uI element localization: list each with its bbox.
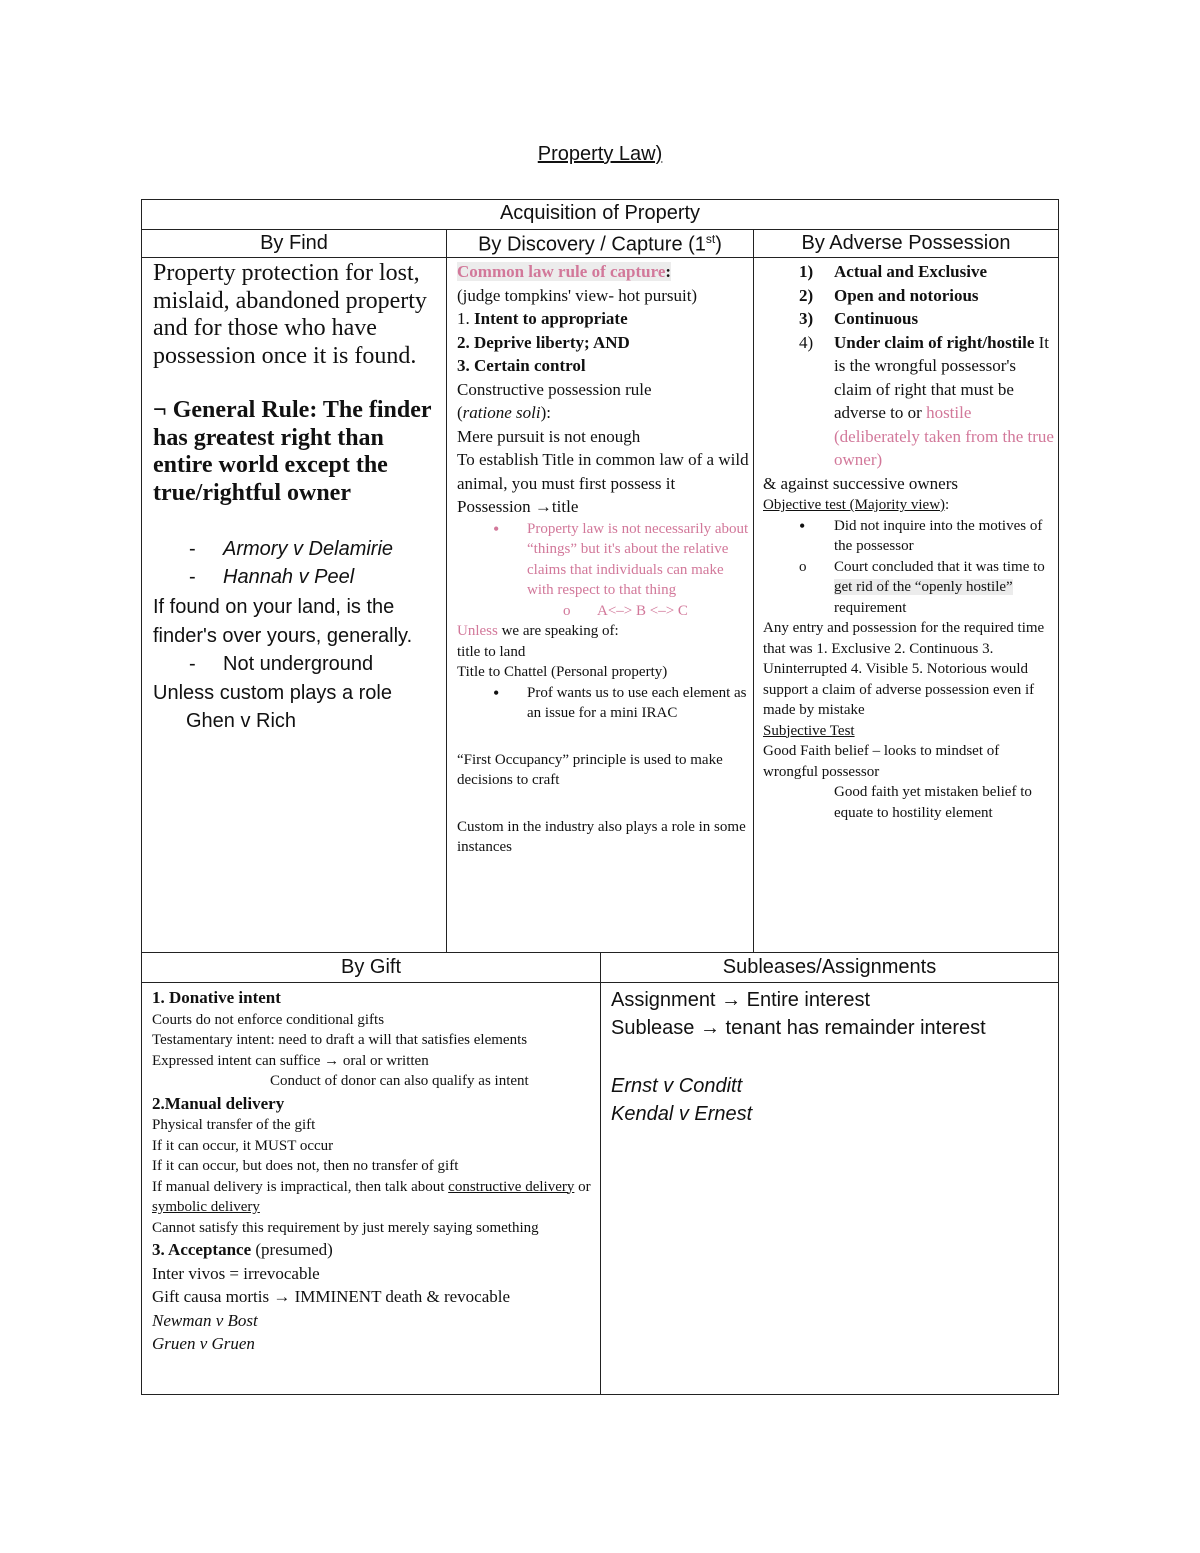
case-item: - Armory v Delamirie (189, 538, 394, 560)
gift-case: Newman v Bost (152, 1310, 258, 1330)
case-name: Armory v Delamirie (223, 538, 394, 560)
sublease-cell (611, 986, 1055, 1128)
arrow-right-icon: → (721, 989, 742, 1011)
mistaken-belief: Good faith yet mistaken belief to equate to hostility element (834, 784, 1032, 821)
ratione-soli: (ratione soli): (457, 403, 551, 422)
column-divider (446, 229, 447, 952)
title-to-land: title to land (457, 643, 526, 660)
bullet-icon: • (799, 515, 806, 536)
sublease-line: Sublease → tenant has remainder interest (611, 1017, 986, 1039)
bullet-icon: • (493, 518, 500, 539)
title-to-chattel: Title to Chattel (Personal property) (457, 664, 668, 680)
sublease-case: Ernst v Conditt (611, 1075, 743, 1097)
column-header-discovery (447, 232, 753, 257)
capture-element: 2. Deprive liberty; AND (457, 332, 630, 352)
discovery-header-sup: st (705, 232, 716, 246)
gift-case: Gruen v Gruen (152, 1334, 255, 1353)
gift-line: Inter vivos = irrevocable (152, 1263, 320, 1283)
capture-rule-title: Common law rule of capture (457, 262, 666, 281)
sublease-case: Kendal v Ernest (611, 1103, 753, 1125)
column-header-find: By Find (260, 232, 328, 254)
gift-heading: 2.Manual delivery (152, 1093, 285, 1113)
table-rule (142, 257, 1058, 258)
find-custom: Unless custom plays a role (153, 681, 392, 704)
adverse-element-hostile: 4) Under claim of right/hostile It is the wrongful possessor's claim of right that must be adverse to or hostile (deliberately taken from the true owner) (799, 332, 1054, 469)
gift-heading: 3. Acceptance (presumed) (152, 1240, 333, 1259)
capture-element: 3. Certain control (457, 356, 586, 375)
adverse-element: 1) Actual and Exclusive (799, 262, 988, 281)
case-item: - Hannah v Peel (189, 566, 355, 588)
find-general-rule (153, 397, 443, 507)
rule-text: General Rule: The finder has greatest right than entire world except the true/rightful owner (153, 397, 432, 506)
mere-pursuit: Mere pursuit is not enough (457, 426, 641, 446)
unless-line: Unless we are speaking of: (457, 623, 619, 639)
gift-line: If manual delivery is impractical, then talk about constructive delivery or symbolic delivery (152, 1178, 591, 1215)
find-cases (153, 535, 443, 591)
first-occupancy: “First Occupancy” principle is used to make decisions to craft (457, 751, 723, 788)
relative-chain: o A<–> B <–> C (563, 602, 688, 619)
column-header-adverse: By Adverse Possession (801, 232, 1011, 254)
good-faith: Good Faith belief – looks to mindset of wrongful possessor (763, 743, 1000, 780)
gift-line: Physical transfer of the gift (152, 1117, 316, 1133)
capture-rule: Common law rule of capture: (457, 262, 672, 281)
objective-bullet: • Did not inquire into the motives of the possessor (799, 515, 1043, 554)
successive-owners: & against successive owners (763, 473, 958, 493)
gift-heading: 1. Donative intent (152, 988, 281, 1007)
possession-title: Possession →title (457, 497, 579, 516)
table-heading: Acquisition of Property (499, 202, 701, 224)
gift-line: Courts do not enforce conditional gifts (152, 1011, 385, 1028)
entry-possession: Any entry and possession for the required time that was 1. Exclusive 2. Continuous 3. Uninterrupted 4. Visible 5. Notorious would support a claim of adverse possession even if made by mistake (763, 620, 1045, 718)
find-land-note: If found on your land, is the finder's over yours, generally. (153, 596, 413, 647)
find-intro: Property protection for lost, mislaid, abandoned property and for those who have possession once it is found. (153, 260, 427, 369)
column-header-sublease: Subleases/Assignments (722, 956, 937, 978)
title-rule: To establish Title in common law of a wild animal, you must first possess it (457, 450, 749, 493)
industry-custom: Custom in the industry also plays a role in some instances (457, 818, 746, 855)
discovery-header-close: ) (715, 233, 722, 256)
adverse-cell (763, 260, 1055, 823)
objective-bullet: o Court concluded that it was time to get rid of the “openly hostile” requirement (799, 558, 1045, 616)
column-divider (600, 952, 601, 1395)
gift-line: If it can occur, but does not, then no transfer of gift (152, 1158, 459, 1174)
column-divider (753, 229, 754, 952)
capture-view: (judge tompkins' view- hot pursuit) (457, 285, 698, 305)
objective-test: Objective test (Majority view): (763, 497, 950, 513)
gift-line: If it can occur, it MUST occur (152, 1137, 334, 1154)
table-rule (142, 229, 1058, 230)
page-title: Property Law) (537, 143, 663, 165)
gift-line: Conduct of donor can also qualify as intent (270, 1073, 529, 1089)
rule-marker: ¬ (153, 397, 167, 423)
gift-line: Testamentary intent: need to draft a will that satisfies elements (152, 1032, 528, 1048)
assignment-line: Assignment → Entire interest (611, 989, 871, 1011)
gift-line: Gift causa mortis → IMMINENT death & revocable (152, 1287, 511, 1306)
bullet-icon: • (493, 682, 500, 703)
gift-cell (152, 986, 596, 1356)
relative-claims-bullet: • Property law is not necessarily about “things” but it's about the relative claims that individuals can make with respect to that thing (493, 518, 749, 598)
irac-bullet: • Prof wants us to use each element as an issue for a mini IRAC (493, 682, 747, 721)
acquisition-table (141, 199, 1059, 1395)
discovery-cell (457, 260, 749, 858)
find-custom-case: Ghen v Rich (186, 710, 297, 732)
subjective-test: Subjective Test (763, 722, 855, 739)
discovery-header-text: By Discovery / Capture (1 (478, 233, 706, 256)
case-name: Hannah v Peel (223, 566, 355, 588)
adverse-element: 2) Open and notorious (799, 285, 979, 305)
column-header-gift: By Gift (340, 956, 401, 978)
gift-line: Cannot satisfy this requirement by just merely saying something (152, 1219, 539, 1236)
constructive-rule: Constructive possession rule (457, 379, 652, 399)
capture-element: 1. Intent to appropriate (457, 309, 628, 328)
arrow-right-icon: → (699, 1017, 720, 1039)
find-cell (153, 260, 443, 736)
gift-line: Expressed intent can suffice → oral or written (152, 1052, 429, 1069)
find-underground: - Not underground (189, 653, 374, 675)
adverse-element: 3) Continuous (799, 309, 919, 328)
